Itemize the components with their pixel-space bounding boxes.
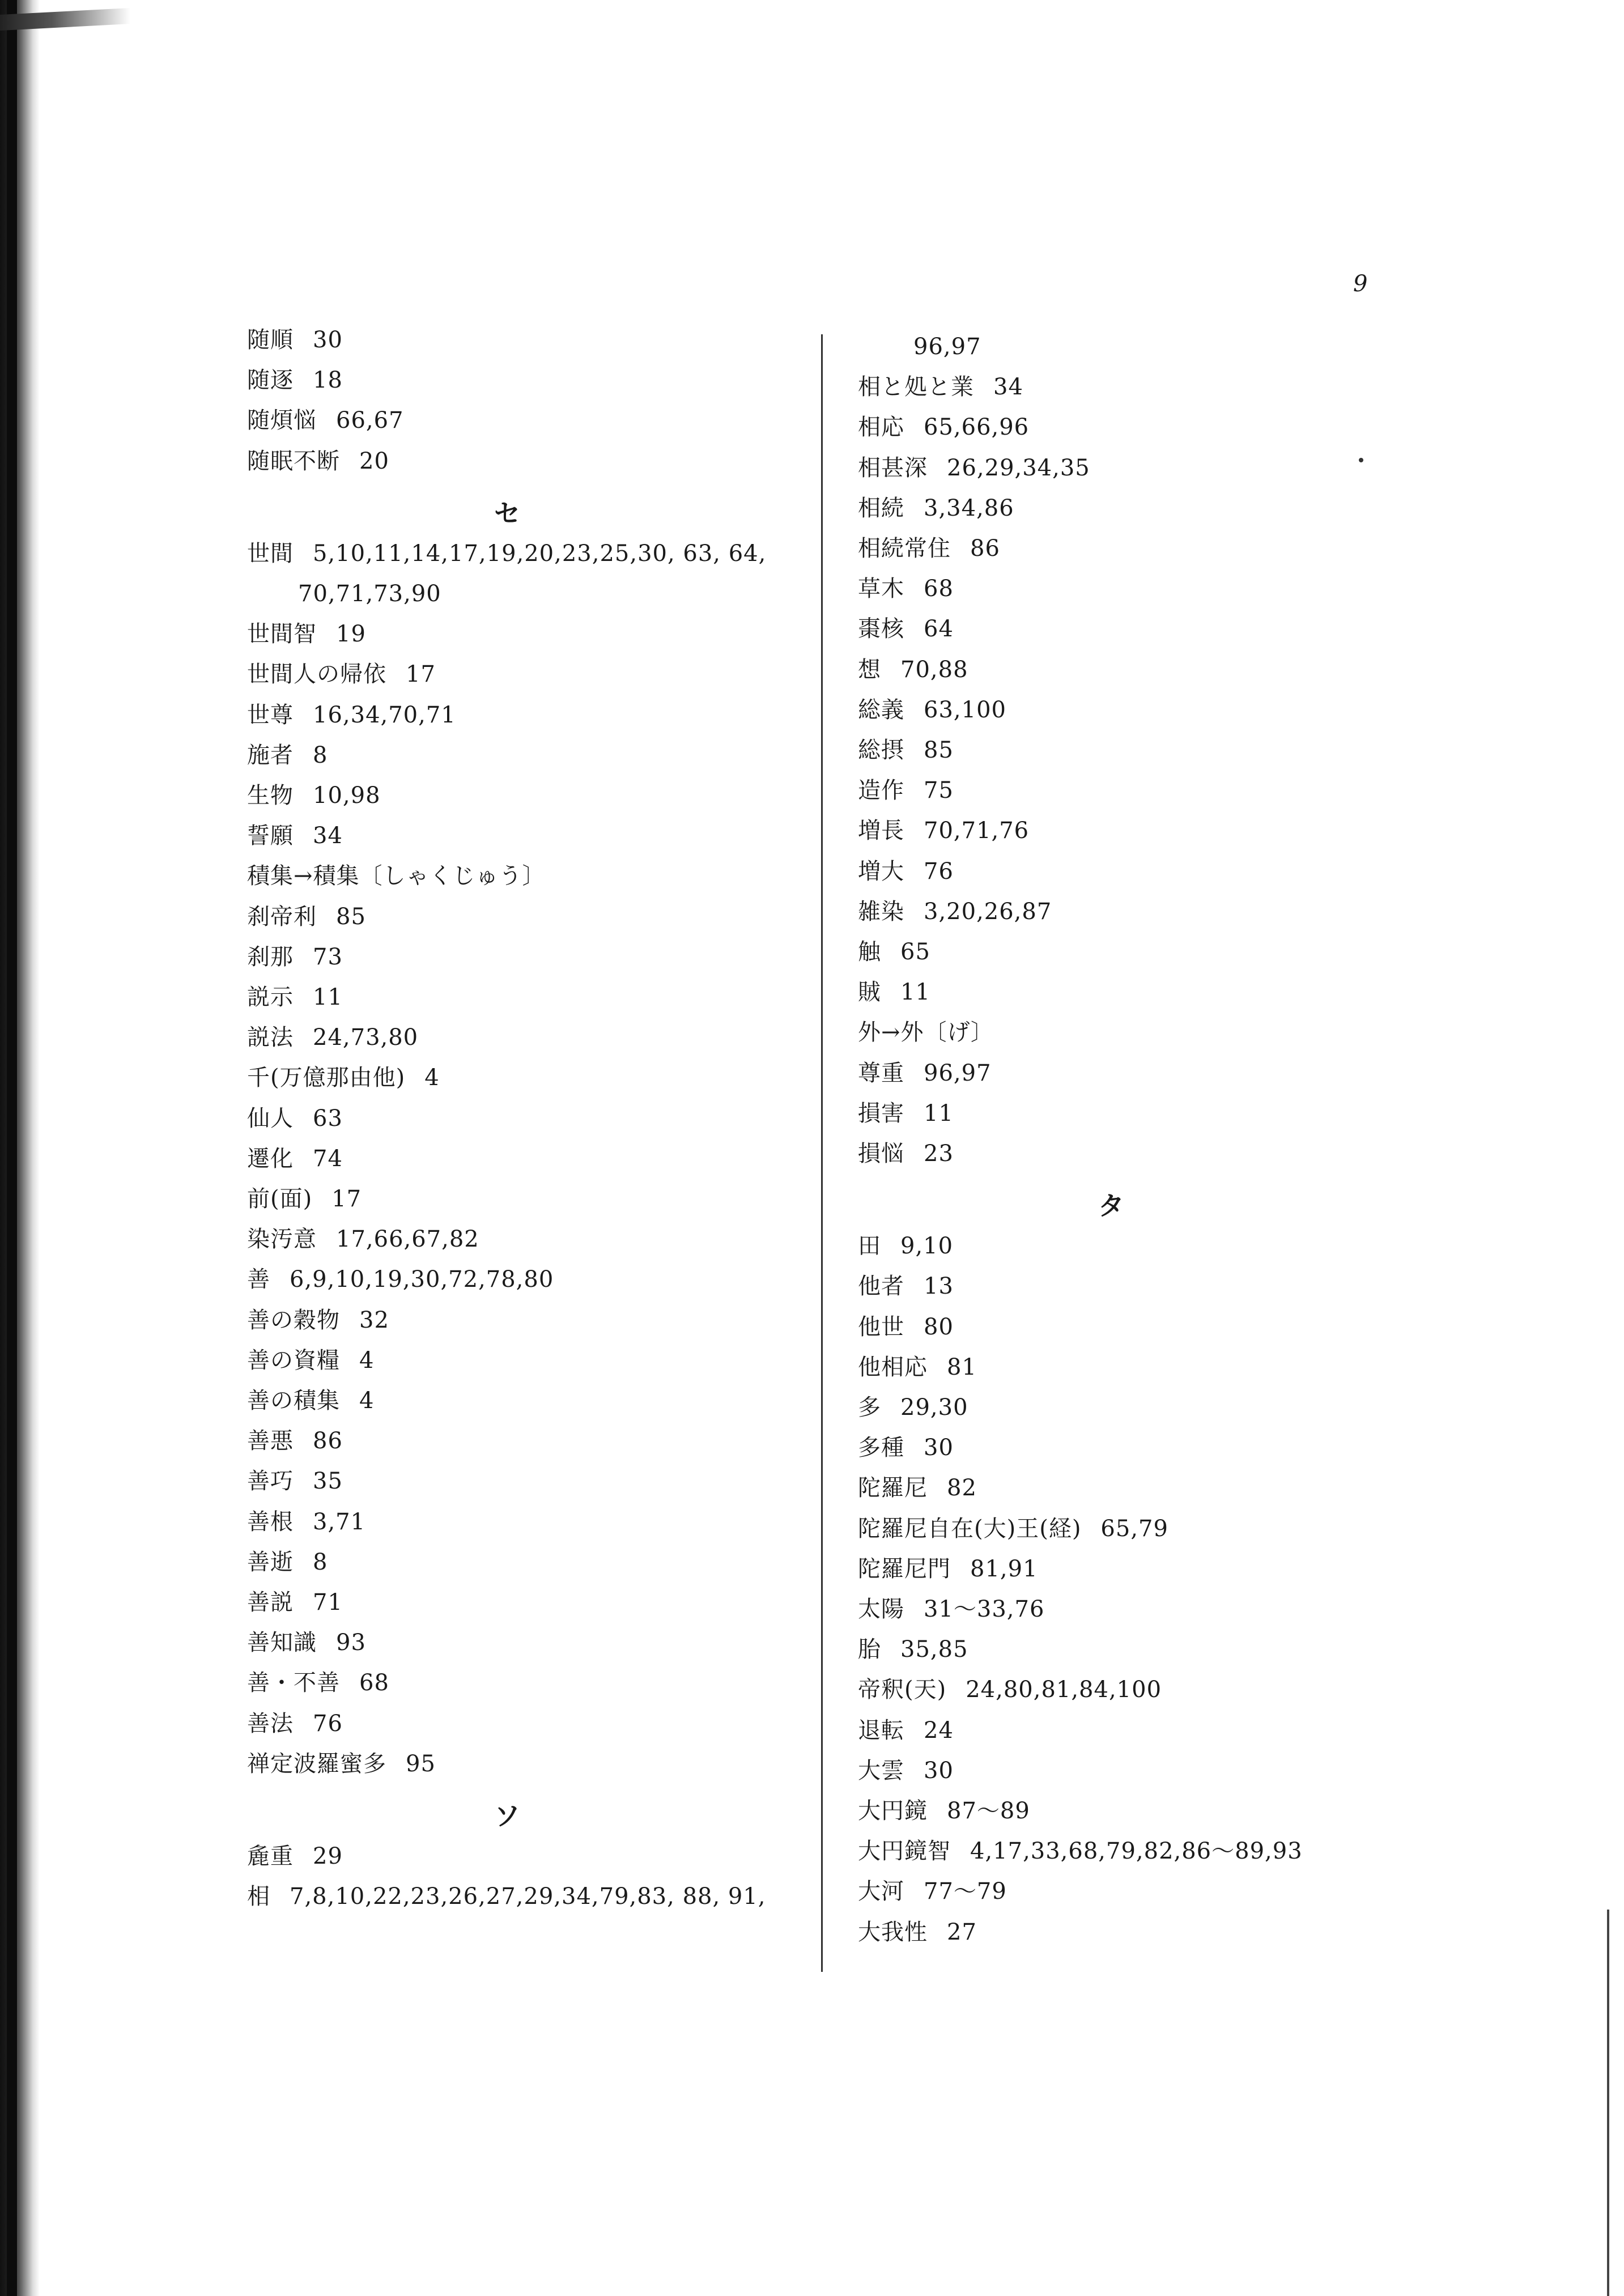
index-entry [247, 905, 366, 928]
column-divider [821, 334, 823, 1972]
index-page-refs: 4 [359, 1347, 375, 1374]
index-entry [247, 1428, 343, 1455]
section-heading: ソ [494, 1801, 520, 1831]
index-page-refs: 29 [313, 1843, 343, 1869]
index-entry-continuation: 70,71,73,90 [298, 581, 441, 607]
index-entry [858, 1719, 954, 1742]
index-term: 禅定波羅蜜多 [247, 1750, 386, 1777]
index-page-refs: 34 [313, 823, 343, 849]
index-term: 他者 [858, 1273, 904, 1300]
index-term: 善・不善 [247, 1670, 340, 1697]
index-page-refs: 16,34,70,71 [313, 701, 456, 728]
index-page-refs: 32 [359, 1307, 389, 1333]
index-page-refs: 26,29,34,35 [947, 454, 1090, 481]
index-term: 誓願 [247, 823, 294, 849]
scan-speck [1359, 458, 1363, 462]
index-entry [247, 621, 366, 648]
index-term: 相 [247, 1883, 270, 1910]
index-term: 善逝 [247, 1549, 294, 1575]
index-term: 尊重 [858, 1060, 904, 1086]
index-page-refs: 19 [336, 621, 366, 648]
index-term: 世尊 [247, 701, 294, 728]
index-page-refs: 35 [313, 1468, 343, 1495]
index-term: 総義 [858, 696, 904, 723]
index-entry [858, 1275, 954, 1298]
index-term: 善悪 [247, 1428, 294, 1455]
index-entry [858, 1142, 954, 1165]
index-entry [858, 1517, 1168, 1540]
index-term: 太陽 [858, 1596, 904, 1622]
index-page-refs: 11 [313, 984, 343, 1010]
index-term: 相続常住 [858, 535, 951, 562]
index-entry [247, 943, 343, 970]
index-entry [247, 986, 343, 1009]
index-entry [247, 1107, 343, 1130]
index-term: 触 [858, 939, 881, 965]
index-entry [858, 819, 1029, 842]
section-heading: タ [1098, 1190, 1124, 1222]
index-term: 増長 [858, 818, 904, 844]
index-entry [858, 1436, 954, 1459]
index-term: 随逐 [247, 367, 294, 394]
index-entry [247, 329, 343, 351]
index-term: 善知識 [247, 1630, 317, 1656]
section-heading: セ [494, 498, 520, 529]
index-term: 田 [858, 1233, 881, 1260]
index-term: 大河 [858, 1878, 904, 1905]
index-entry [247, 1470, 343, 1493]
index-entry [858, 1840, 1303, 1863]
index-entry [858, 1880, 1007, 1903]
index-entry-continuation: 96,97 [913, 334, 981, 360]
index-term: 大我性 [858, 1919, 928, 1945]
index-entry [858, 739, 954, 762]
index-term: 世間人の帰依 [247, 661, 386, 688]
index-term: 棗核 [858, 616, 904, 643]
index-term: 帝釈(天) [858, 1677, 947, 1703]
index-page-refs: 3,34,86 [924, 495, 1014, 521]
index-term: 陀羅尼門 [858, 1555, 951, 1582]
index-page-refs: 75 [924, 777, 954, 804]
index-term: 外→外〔げ〕 [858, 1019, 994, 1046]
index-page-refs: 81,91 [970, 1555, 1038, 1582]
index-entry [858, 941, 930, 963]
index-page-refs: 73 [313, 943, 343, 970]
index-page-refs: 29,30 [900, 1394, 968, 1421]
index-term: 善の資糧 [247, 1347, 340, 1374]
index-entry [858, 374, 1023, 401]
index-entry [247, 1389, 374, 1412]
index-page-refs: 24,73,80 [313, 1024, 419, 1051]
index-entry [858, 537, 1000, 560]
index-term: 造作 [858, 777, 904, 804]
index-entry [247, 1885, 766, 1908]
index-term: 善根 [247, 1508, 294, 1535]
index-page-refs: 74 [313, 1145, 343, 1172]
index-page-refs: 5,10,11,14,17,19,20,23,25,30, 63, 64, [313, 540, 767, 567]
index-entry [858, 779, 954, 802]
index-term: 前(面) [247, 1186, 313, 1212]
index-entry [247, 824, 343, 847]
index-page-refs: 27 [947, 1919, 977, 1945]
index-term: 善 [247, 1266, 270, 1293]
index-page-refs: 23 [924, 1141, 954, 1167]
index-page-refs: 70,88 [900, 656, 968, 683]
index-term: 善法 [247, 1710, 294, 1737]
index-entry [247, 409, 404, 432]
index-term: 退転 [858, 1717, 904, 1744]
index-page-refs: 63 [313, 1105, 343, 1132]
index-page-refs: 85 [336, 903, 366, 930]
index-term: 善説 [247, 1589, 294, 1615]
index-page-refs: 64 [924, 616, 954, 643]
index-page-refs: 76 [924, 858, 954, 885]
index-term: 陀羅尼自在(大)王(経) [858, 1515, 1082, 1542]
index-page-refs: 77〜79 [924, 1878, 1007, 1905]
index-term: 多 [858, 1394, 881, 1421]
index-entry [858, 1062, 992, 1085]
index-entry [858, 658, 968, 681]
index-term: 損悩 [858, 1141, 904, 1167]
index-term: 善巧 [247, 1468, 294, 1495]
index-page-refs: 71 [313, 1589, 343, 1615]
index-page-refs: 68 [924, 576, 954, 602]
index-term: 刹那 [247, 943, 294, 970]
index-term: 増大 [858, 858, 904, 885]
index-entry [247, 1228, 479, 1251]
index-page-refs: 80 [924, 1313, 954, 1340]
binding-shadow [0, 0, 40, 2296]
index-entry [858, 1313, 954, 1340]
index-page-refs: 81 [947, 1354, 977, 1380]
index-page-refs: 30 [924, 1435, 954, 1461]
index-term: 大雲 [858, 1757, 904, 1784]
index-term: 善の積集 [247, 1388, 340, 1414]
index-term: 相と処と業 [858, 374, 974, 401]
index-term: 大円鏡智 [858, 1838, 951, 1865]
index-page-refs: 20 [359, 448, 389, 474]
index-term: 多種 [858, 1435, 904, 1461]
index-entry [858, 1356, 977, 1379]
index-entry [858, 1102, 954, 1125]
index-page-refs: 3,71 [313, 1508, 366, 1535]
index-entry [247, 663, 436, 686]
index-entry [247, 784, 381, 807]
index-page-refs: 13 [924, 1273, 954, 1300]
index-entry [247, 1591, 343, 1614]
index-entry [858, 1598, 1044, 1621]
index-entry [858, 616, 954, 643]
index-entry [247, 1188, 362, 1210]
index-term: 刹帝利 [247, 903, 317, 930]
index-term: 草木 [858, 576, 904, 602]
index-term: 世間 [247, 540, 294, 567]
index-page-refs: 30 [313, 327, 343, 353]
index-entry [247, 1147, 343, 1170]
index-term: 他世 [858, 1313, 904, 1340]
index-term: 損害 [858, 1100, 904, 1126]
index-entry [247, 542, 766, 565]
index-term: 説法 [247, 1024, 294, 1051]
index-entry [858, 1678, 1162, 1701]
index-entry [247, 1750, 436, 1777]
index-entry [247, 1631, 366, 1654]
index-entry [247, 1349, 374, 1372]
index-page-refs: 65 [900, 939, 930, 965]
index-term: 相続 [858, 495, 904, 521]
binding-edge [7, 0, 17, 2296]
page-edge-line [1607, 1910, 1609, 2296]
index-entry [858, 1759, 954, 1782]
index-entry [858, 860, 954, 883]
index-page-refs: 17,66,67,82 [336, 1226, 479, 1253]
index-term: 世間智 [247, 621, 317, 648]
index-page-refs: 87〜89 [947, 1798, 1030, 1824]
index-page-refs: 63,100 [924, 696, 1006, 723]
index-page-refs: 82 [947, 1475, 977, 1502]
index-page-refs: 4 [424, 1065, 440, 1091]
index-page-refs: 8 [313, 1549, 328, 1575]
index-entry [858, 1921, 977, 1944]
index-page-refs: 9,10 [900, 1233, 954, 1260]
index-entry [247, 1309, 389, 1332]
index-entry [247, 450, 389, 473]
index-entry [247, 1268, 554, 1291]
index-page-refs: 24,80,81,84,100 [966, 1677, 1162, 1703]
index-page-refs: 93 [336, 1630, 366, 1656]
index-page-refs: 95 [406, 1750, 436, 1777]
index-entry [247, 744, 328, 767]
index-term: 大円鏡 [858, 1798, 928, 1824]
index-page-refs: 11 [924, 1100, 954, 1126]
index-term: 胎 [858, 1636, 881, 1663]
index-page-refs: 65,79 [1100, 1515, 1168, 1542]
index-page-refs: 17 [331, 1186, 362, 1212]
index-entry [858, 454, 1090, 481]
index-term: 随順 [247, 327, 294, 353]
index-term: 麁重 [247, 1843, 294, 1869]
index-term: 生物 [247, 783, 294, 809]
index-page-refs: 86 [313, 1428, 343, 1455]
index-page-refs: 76 [313, 1710, 343, 1737]
index-term: 相応 [858, 414, 904, 441]
index-term: 相甚深 [858, 454, 928, 481]
index-entry [247, 1551, 328, 1574]
index-entry [858, 1021, 1013, 1044]
index-term: 積集→積集〔しゃくじゅう〕 [247, 863, 546, 890]
index-entry [858, 1475, 977, 1502]
index-page-refs: 85 [924, 737, 954, 763]
index-page-refs: 8 [313, 742, 328, 768]
index-page-refs: 24 [924, 1717, 954, 1744]
index-entry [247, 369, 343, 392]
index-term: 賊 [858, 979, 881, 1006]
index-page-refs: 11 [900, 979, 930, 1006]
index-entry [858, 696, 1006, 723]
index-entry [858, 1638, 968, 1661]
index-entry [858, 1233, 954, 1260]
index-term: 想 [858, 656, 881, 683]
index-term: 遷化 [247, 1145, 294, 1172]
index-page-refs: 65,66,96 [924, 414, 1030, 441]
index-page-refs: 18 [313, 367, 343, 394]
index-page-refs: 68 [359, 1670, 389, 1697]
index-entry [858, 900, 1052, 923]
index-term: 随眠不断 [247, 448, 340, 474]
index-entry [247, 1845, 343, 1868]
index-term: 他相応 [858, 1354, 928, 1380]
index-page-refs: 17 [406, 661, 436, 688]
index-page-refs: 4,17,33,68,79,82,86〜89,93 [970, 1838, 1303, 1865]
index-page-refs: 30 [924, 1757, 954, 1784]
index-entry [858, 1396, 968, 1419]
index-entry [858, 1555, 1038, 1582]
index-page-refs: 10,98 [313, 783, 381, 809]
index-term: 陀羅尼 [858, 1475, 928, 1502]
index-page-refs: 66,67 [336, 407, 404, 434]
index-entry [858, 577, 954, 600]
index-page-refs: 34 [993, 374, 1023, 401]
index-page-refs: 96,97 [924, 1060, 992, 1086]
index-entry [247, 1066, 440, 1089]
index-page-refs: 7,8,10,22,23,26,27,29,34,79,83, 88, 91, [290, 1883, 766, 1910]
index-entry [247, 863, 565, 890]
index-page-refs: 4 [359, 1388, 375, 1414]
index-term: 千(万億那由他) [247, 1065, 406, 1091]
index-term: 善の穀物 [247, 1307, 340, 1333]
index-page-refs: 31〜33,76 [924, 1596, 1045, 1622]
index-page-refs: 6,9,10,19,30,72,78,80 [290, 1266, 554, 1293]
index-entry [247, 1712, 343, 1735]
index-term: 雑染 [858, 898, 904, 925]
page-number: 9 [1353, 271, 1368, 297]
index-entry [247, 701, 456, 728]
index-entry [858, 1800, 1030, 1822]
index-entry [247, 1670, 389, 1697]
index-term: 総摂 [858, 737, 904, 763]
index-entry [247, 1026, 418, 1049]
index-entry [858, 497, 1014, 520]
index-page-refs: 86 [970, 535, 1000, 562]
index-term: 施者 [247, 742, 294, 768]
index-page-refs: 70,71,76 [924, 818, 1030, 844]
index-entry [858, 416, 1029, 439]
index-term: 染汚意 [247, 1226, 317, 1253]
index-page-refs: 3,20,26,87 [924, 898, 1052, 925]
index-term: 仙人 [247, 1105, 294, 1132]
index-entry [247, 1508, 366, 1535]
index-entry [858, 981, 930, 1004]
index-page-refs: 35,85 [900, 1636, 968, 1663]
index-term: 随煩悩 [247, 407, 317, 434]
index-term: 説示 [247, 984, 294, 1010]
